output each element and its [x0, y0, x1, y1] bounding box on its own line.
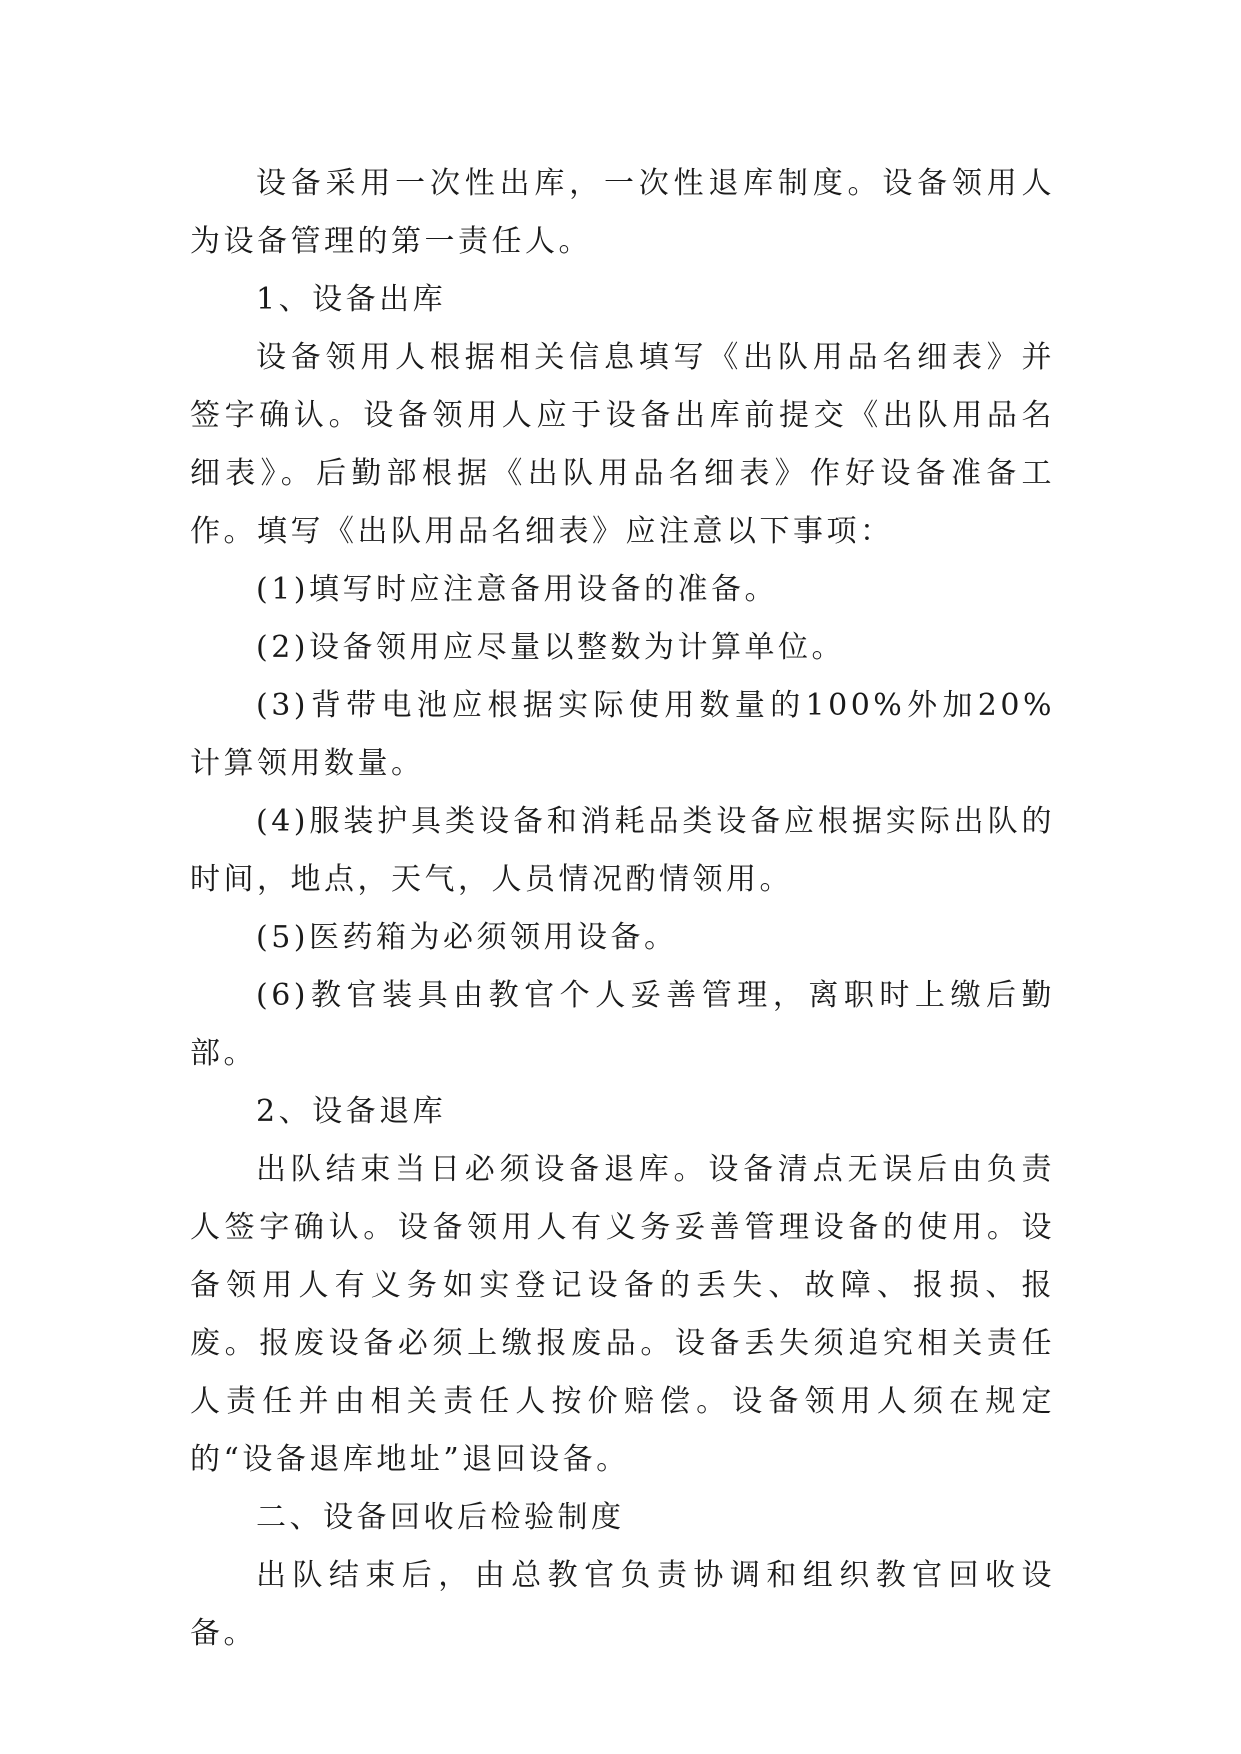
list-item-6: (6)教官装具由教官个人妥善管理，离职时上缴后勤部。 [190, 978, 1055, 1071]
paragraph-intro: 设备采用一次性出库，一次性退库制度。设备领用人为设备管理的第一责任人。 [190, 166, 1055, 259]
document-body [190, 155, 1055, 1663]
heading-inspection-system: 二、设备回收后检验制度 [256, 1500, 625, 1535]
paragraph-return-procedure: 出队结束当日必须设备退库。设备清点无误后由负责人签字确认。设备领用人有义务妥善管理设备的使用。设备领用人有义务如实登记设备的丢失、故障、报损、报废。报废设备必须上缴报废品。设备丢失须追究相关责任人责任并由相关责任人按价赔偿。设备领用人须在规定的“设备退库地址”退回设备。 [190, 1152, 1055, 1477]
list-item-4: (4)服装护具类设备和消耗品类设备应根据实际出队的时间，地点，天气，人员情况酌情领用。 [190, 804, 1055, 897]
list-item-3: (3)背带电池应根据实际使用数量的100%外加20%计算领用数量。 [190, 688, 1055, 781]
list-item-1: (1)填写时应注意备用设备的准备。 [256, 572, 778, 607]
list-item-5: (5)医药箱为必须领用设备。 [256, 920, 678, 955]
paragraph-checkout-procedure: 设备领用人根据相关信息填写《出队用品名细表》并签字确认。设备领用人应于设备出库前提交《出队用品名细表》。后勤部根据《出队用品名细表》作好设备准备工作。填写《出队用品名细表》应注意以下事项： [190, 340, 1055, 549]
paragraph-inspection: 出队结束后，由总教官负责协调和组织教官回收设备。 [190, 1558, 1055, 1651]
list-item-2: (2)设备领用应尽量以整数为计算单位。 [256, 630, 845, 665]
heading-equipment-checkout: 1、设备出库 [256, 282, 447, 317]
heading-equipment-return: 2、设备退库 [256, 1094, 447, 1129]
